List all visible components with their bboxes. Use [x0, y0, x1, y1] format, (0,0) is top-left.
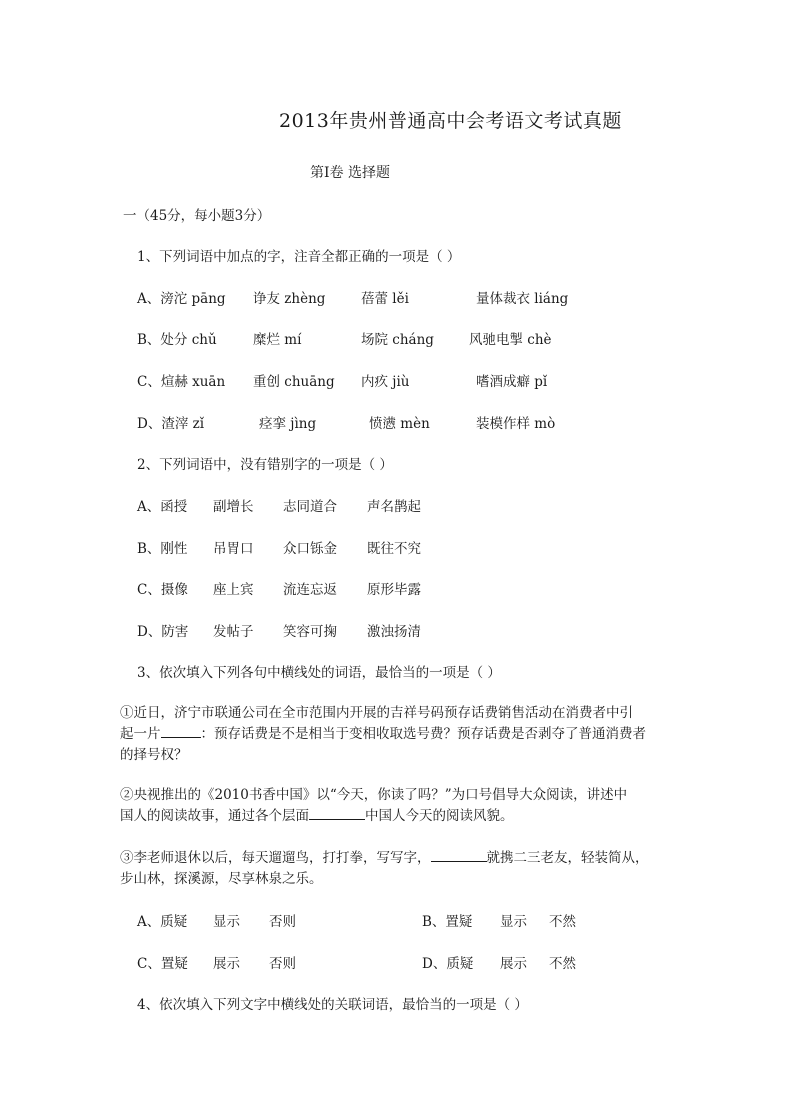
question-3-stem: 3、依次填入下列各句中横线处的词语，最恰当的一项是（ ）	[137, 665, 501, 681]
option-d-word-4: 激浊扬清	[367, 624, 421, 640]
option-d-word-1: D、防害	[137, 624, 189, 640]
option-b-word-3: 众口铄金	[283, 541, 337, 557]
option-a-word-3: 志同道合	[283, 499, 337, 515]
option-d-word-2: 发帖子	[213, 624, 254, 640]
option-d-word-4: 装模作样 mò	[476, 416, 556, 432]
option-b-word-2: 糜烂 mí	[253, 332, 302, 348]
option-c-word-1: C、煊赫 xuān	[137, 374, 226, 390]
option-d-word-3: 笑容可掬	[283, 624, 337, 640]
option-a-word-1: A、质疑	[137, 914, 188, 930]
fill-in-blank	[431, 849, 487, 862]
exam-title: 2013年贵州普通高中会考语文考试真题	[279, 110, 622, 132]
fill-in-blank	[309, 807, 365, 820]
option-c-word-1: C、摄像	[137, 582, 188, 598]
option-a-word-4: 声名鹊起	[367, 499, 421, 515]
part-heading: 第Ⅰ卷 选择题	[310, 165, 390, 181]
option-a-word-3: 蓓蕾 lěi	[361, 291, 409, 307]
option-d-word-1: D、质疑	[422, 956, 474, 972]
option-a-word-1: A、滂沱 pāng	[137, 291, 226, 307]
question-1-stem: 1、下列词语中加点的字，注音全都正确的一项是（ ）	[137, 249, 461, 265]
sentence-1-line-2	[120, 724, 646, 745]
sentence-1-line-2-end: ：预存话费是不是相当于变相收取选号费？预存话费是否剥夺了普通消费者	[200, 726, 646, 742]
sentence-2-line-2	[120, 806, 627, 827]
option-d-word-2: 痉挛 jìng	[259, 416, 317, 432]
option-a-word-3: 否则	[269, 914, 296, 930]
sentence-1-line-2-start: 起一片	[120, 726, 161, 742]
option-b-word-4: 风驰电掣 chè	[469, 332, 552, 348]
question-2-stem: 2、下列词语中，没有错别字的一项是（ ）	[137, 457, 393, 473]
option-b-word-2: 吊胃口	[213, 541, 254, 557]
option-b-word-1: B、置疑	[422, 914, 473, 930]
option-b-word-1: B、处分 chǔ	[137, 332, 217, 348]
option-c-word-2: 座上宾	[213, 582, 254, 598]
option-c-word-2: 展示	[213, 956, 240, 972]
option-c-word-4: 嗜酒成癖 pǐ	[476, 374, 548, 390]
question-3-sentence-1	[120, 703, 646, 766]
option-d-word-3: 不然	[549, 956, 576, 972]
question-4-stem: 4、依次填入下列文字中横线处的关联词语，最恰当的一项是（ ）	[137, 997, 528, 1013]
option-c-word-4: 原形毕露	[367, 582, 421, 598]
option-b-word-1: B、刚性	[137, 541, 188, 557]
option-c-word-3: 流连忘返	[283, 582, 337, 598]
section-heading: 一（45分，每小题3分）	[123, 208, 271, 224]
sentence-2-line-2-start: 国人的阅读故事，通过各个层面	[120, 808, 309, 824]
sentence-2-line-1: ②央视推出的《2010书香中国》以“今天，你读了吗？”为口号倡导大众阅读，讲述中	[120, 787, 628, 803]
sentence-3-line-2: 步山林，探溪源，尽享林泉之乐。	[120, 871, 323, 887]
option-c-word-3: 否则	[269, 956, 296, 972]
option-a-word-2: 副增长	[213, 499, 254, 515]
sentence-1-line-1: ①近日，济宁市联通公司在全市范围内开展的吉祥号码预存话费销售活动在消费者中引	[120, 705, 633, 721]
option-a-word-2: 显示	[213, 914, 240, 930]
option-a-word-4: 量体裁衣 liáng	[476, 291, 569, 307]
sentence-3-line-1-start: ③李老师退休以后，每天遛遛鸟，打打拳，写写字，	[120, 850, 431, 866]
question-3-sentence-3	[120, 848, 649, 890]
option-c-word-1: C、置疑	[137, 956, 188, 972]
option-b-word-3: 不然	[549, 914, 576, 930]
sentence-3-line-1	[120, 848, 649, 869]
question-3-sentence-2	[120, 785, 627, 827]
sentence-1-line-3: 的择号权？	[120, 747, 188, 763]
option-d-word-1: D、渣滓 zǐ	[137, 416, 205, 432]
option-b-word-2: 显示	[500, 914, 527, 930]
option-d-word-3: 愤懑 mèn	[369, 416, 430, 432]
option-c-word-2: 重创 chuāng	[253, 374, 335, 390]
option-c-word-3: 内疚 jiù	[361, 374, 410, 390]
sentence-2-line-2-end: 中国人今天的阅读风貌。	[365, 808, 514, 824]
option-b-word-3: 场院 cháng	[361, 332, 434, 348]
option-b-word-4: 既往不究	[367, 541, 421, 557]
option-a-word-1: A、函授	[137, 499, 188, 515]
option-a-word-2: 诤友 zhèng	[253, 291, 326, 307]
option-d-word-2: 展示	[500, 956, 527, 972]
sentence-3-line-1-end: 就携二三老友，轻装简从，	[486, 850, 649, 866]
fill-in-blank	[161, 725, 201, 738]
